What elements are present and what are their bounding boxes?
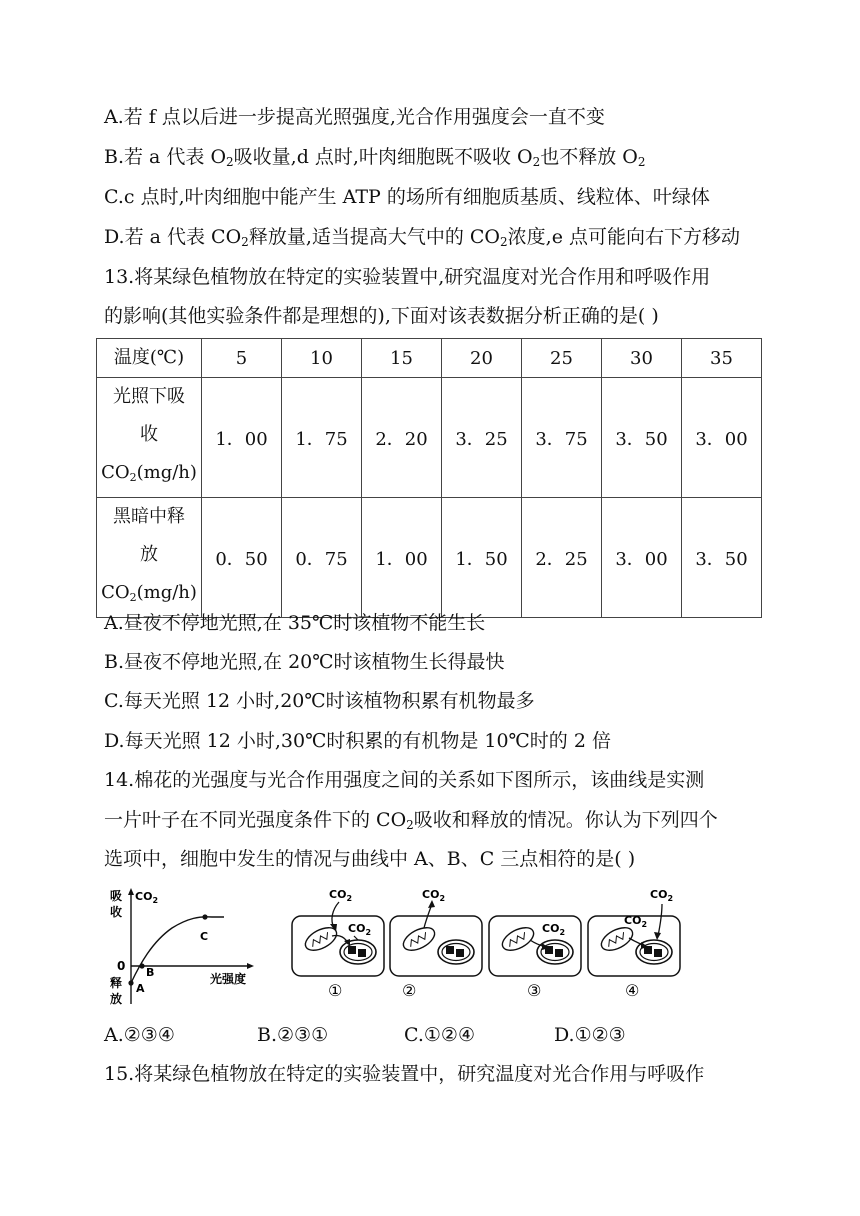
q14-stem-line3: 选项中，细胞中发生的情况与曲线中 A、B、C 三点相符的是( ) (104, 848, 636, 870)
q13-stem-line2: 的影响(其他实验条件都是理想的),下面对该表数据分析正确的是( ) (104, 305, 659, 327)
q14-option-d: D.①②③ (554, 1024, 626, 1046)
table-cell: 3．50 (682, 498, 762, 618)
q12-option-c: C.c 点时,叶肉细胞中能产生 ATP 的场所有细胞质基质、线粒体、叶绿体 (104, 186, 710, 208)
q14-stem-line2: 一片叶子在不同光强度条件下的 $CO_2$吸收和释放的情况。你认为下列四个 (104, 809, 718, 832)
table-cell: 3．50 (602, 378, 682, 498)
table-header-cell: 15 (362, 339, 442, 378)
q12-option-a: A.若 f 点以后进一步提高光照强度,光合作用强度会一直不变 (104, 106, 605, 128)
cell-number-3: ③ (527, 981, 542, 1000)
table-cell: 1．00 (362, 498, 442, 618)
q13-option-a: A.昼夜不停地光照,在 35℃时该植物不能生长 (104, 612, 486, 634)
y-axis-arrow (128, 888, 134, 895)
q13-data-table (96, 338, 762, 618)
row-label-dark-release: 黑暗中释 放 $CO_2(mg/h)$ (97, 498, 202, 618)
table-cell: 3．75 (522, 378, 602, 498)
cell-diagrams (284, 884, 690, 1002)
table-cell: 1．75 (282, 378, 362, 498)
table-header-cell: 10 (282, 339, 362, 378)
svg-text:CO2: $CO_2$ (422, 888, 446, 903)
y-label-absorb-2: 收 (110, 905, 123, 919)
table-header-cell: 20 (442, 339, 522, 378)
table-cell: 2．20 (362, 378, 442, 498)
cell-diagram-1 (292, 888, 384, 1000)
point-c-label: C (200, 930, 209, 943)
point-a-label: A (136, 982, 145, 995)
point-a-marker (128, 980, 133, 985)
svg-text:CO2: $CO_2$ (542, 922, 566, 937)
table-cell: 0．50 (202, 498, 282, 618)
svg-text:CO2: $CO_2$ (348, 922, 372, 937)
cell-number-1: ① (328, 981, 343, 1000)
x-axis-arrow (247, 963, 254, 969)
q13-option-b: B.昼夜不停地光照,在 20℃时该植物生长得最快 (104, 651, 505, 673)
table-header-cell: 25 (522, 339, 602, 378)
cell-number-2: ② (402, 981, 417, 1000)
table-row (97, 498, 762, 618)
mitochondrion-icon (400, 923, 438, 955)
table-cell: 2．25 (522, 498, 602, 618)
q13-option-c: C.每天光照 12 小时,20℃时该植物积累有机物最多 (104, 690, 535, 712)
point-b-label: B (146, 966, 155, 979)
q13-stem-line1: 13.将某绿色植物放在特定的实验装置中,研究温度对光合作用和呼吸作用 (104, 266, 711, 288)
q14-option-b: B.②③① (257, 1024, 329, 1046)
table-cell: 0．75 (282, 498, 362, 618)
cell-diagram-3 (489, 916, 581, 1000)
table-header-cell: 35 (682, 339, 762, 378)
table-header-cell: 5 (202, 339, 282, 378)
point-b-marker (139, 963, 144, 968)
q14-option-c: C.①②④ (404, 1024, 475, 1046)
table-cell: 3．25 (442, 378, 522, 498)
cell-diagram-2 (390, 888, 482, 1000)
mitochondrion-icon (499, 923, 537, 955)
svg-text:CO2: $CO_2$ (624, 914, 648, 929)
light-curve-graph (100, 884, 260, 1012)
cell-number-4: ④ (625, 981, 640, 1000)
y-label-release-1: 释 (110, 976, 123, 990)
q15-stem-line1: 15.将某绿色植物放在特定的实验装置中，研究温度对光合作用与呼吸作 (104, 1063, 705, 1085)
q14-option-a: A.②③④ (104, 1024, 175, 1046)
table-cell: 3．00 (602, 498, 682, 618)
q12-option-b: B.若 a 代表 $O_2$吸收量,d 点时,叶肉细胞既不吸收 $O_2$也不释放 $O_2$ (104, 146, 646, 169)
table-header-cell: 30 (602, 339, 682, 378)
cell-diagram-4 (588, 888, 680, 1000)
y-label-co2: $CO_2$ (135, 890, 159, 905)
y-label-release-2: 放 (110, 992, 123, 1006)
table-cell: 3．00 (682, 378, 762, 498)
q14-stem-line1: 14.棉花的光强度与光合作用强度之间的关系如下图所示，该曲线是实测 (104, 769, 705, 791)
table-cell: 1．50 (442, 498, 522, 618)
svg-text:CO2: $CO_2$ (329, 888, 353, 903)
q13-option-d: D.每天光照 12 小时,30℃时积累的有机物是 10℃时的 2 倍 (104, 730, 611, 752)
q12-option-d: D.若 a 代表 $CO_2$释放量,适当提高大气中的 $CO_2$浓度,e 点可能向右下方移动 (104, 226, 740, 249)
table-cell: 1．00 (202, 378, 282, 498)
table-header-row (97, 339, 762, 378)
table-row (97, 378, 762, 498)
y-label-absorb-1: 吸 (110, 889, 123, 903)
svg-text:CO2: $CO_2$ (650, 888, 674, 903)
table-header-label: 温度(℃) (97, 339, 202, 378)
x-label: 光强度 (210, 972, 247, 986)
point-c-marker (202, 914, 207, 919)
zero-label: 0 (117, 959, 126, 973)
row-label-light-absorb: 光照下吸 收 $CO_2(mg/h)$ (97, 378, 202, 498)
